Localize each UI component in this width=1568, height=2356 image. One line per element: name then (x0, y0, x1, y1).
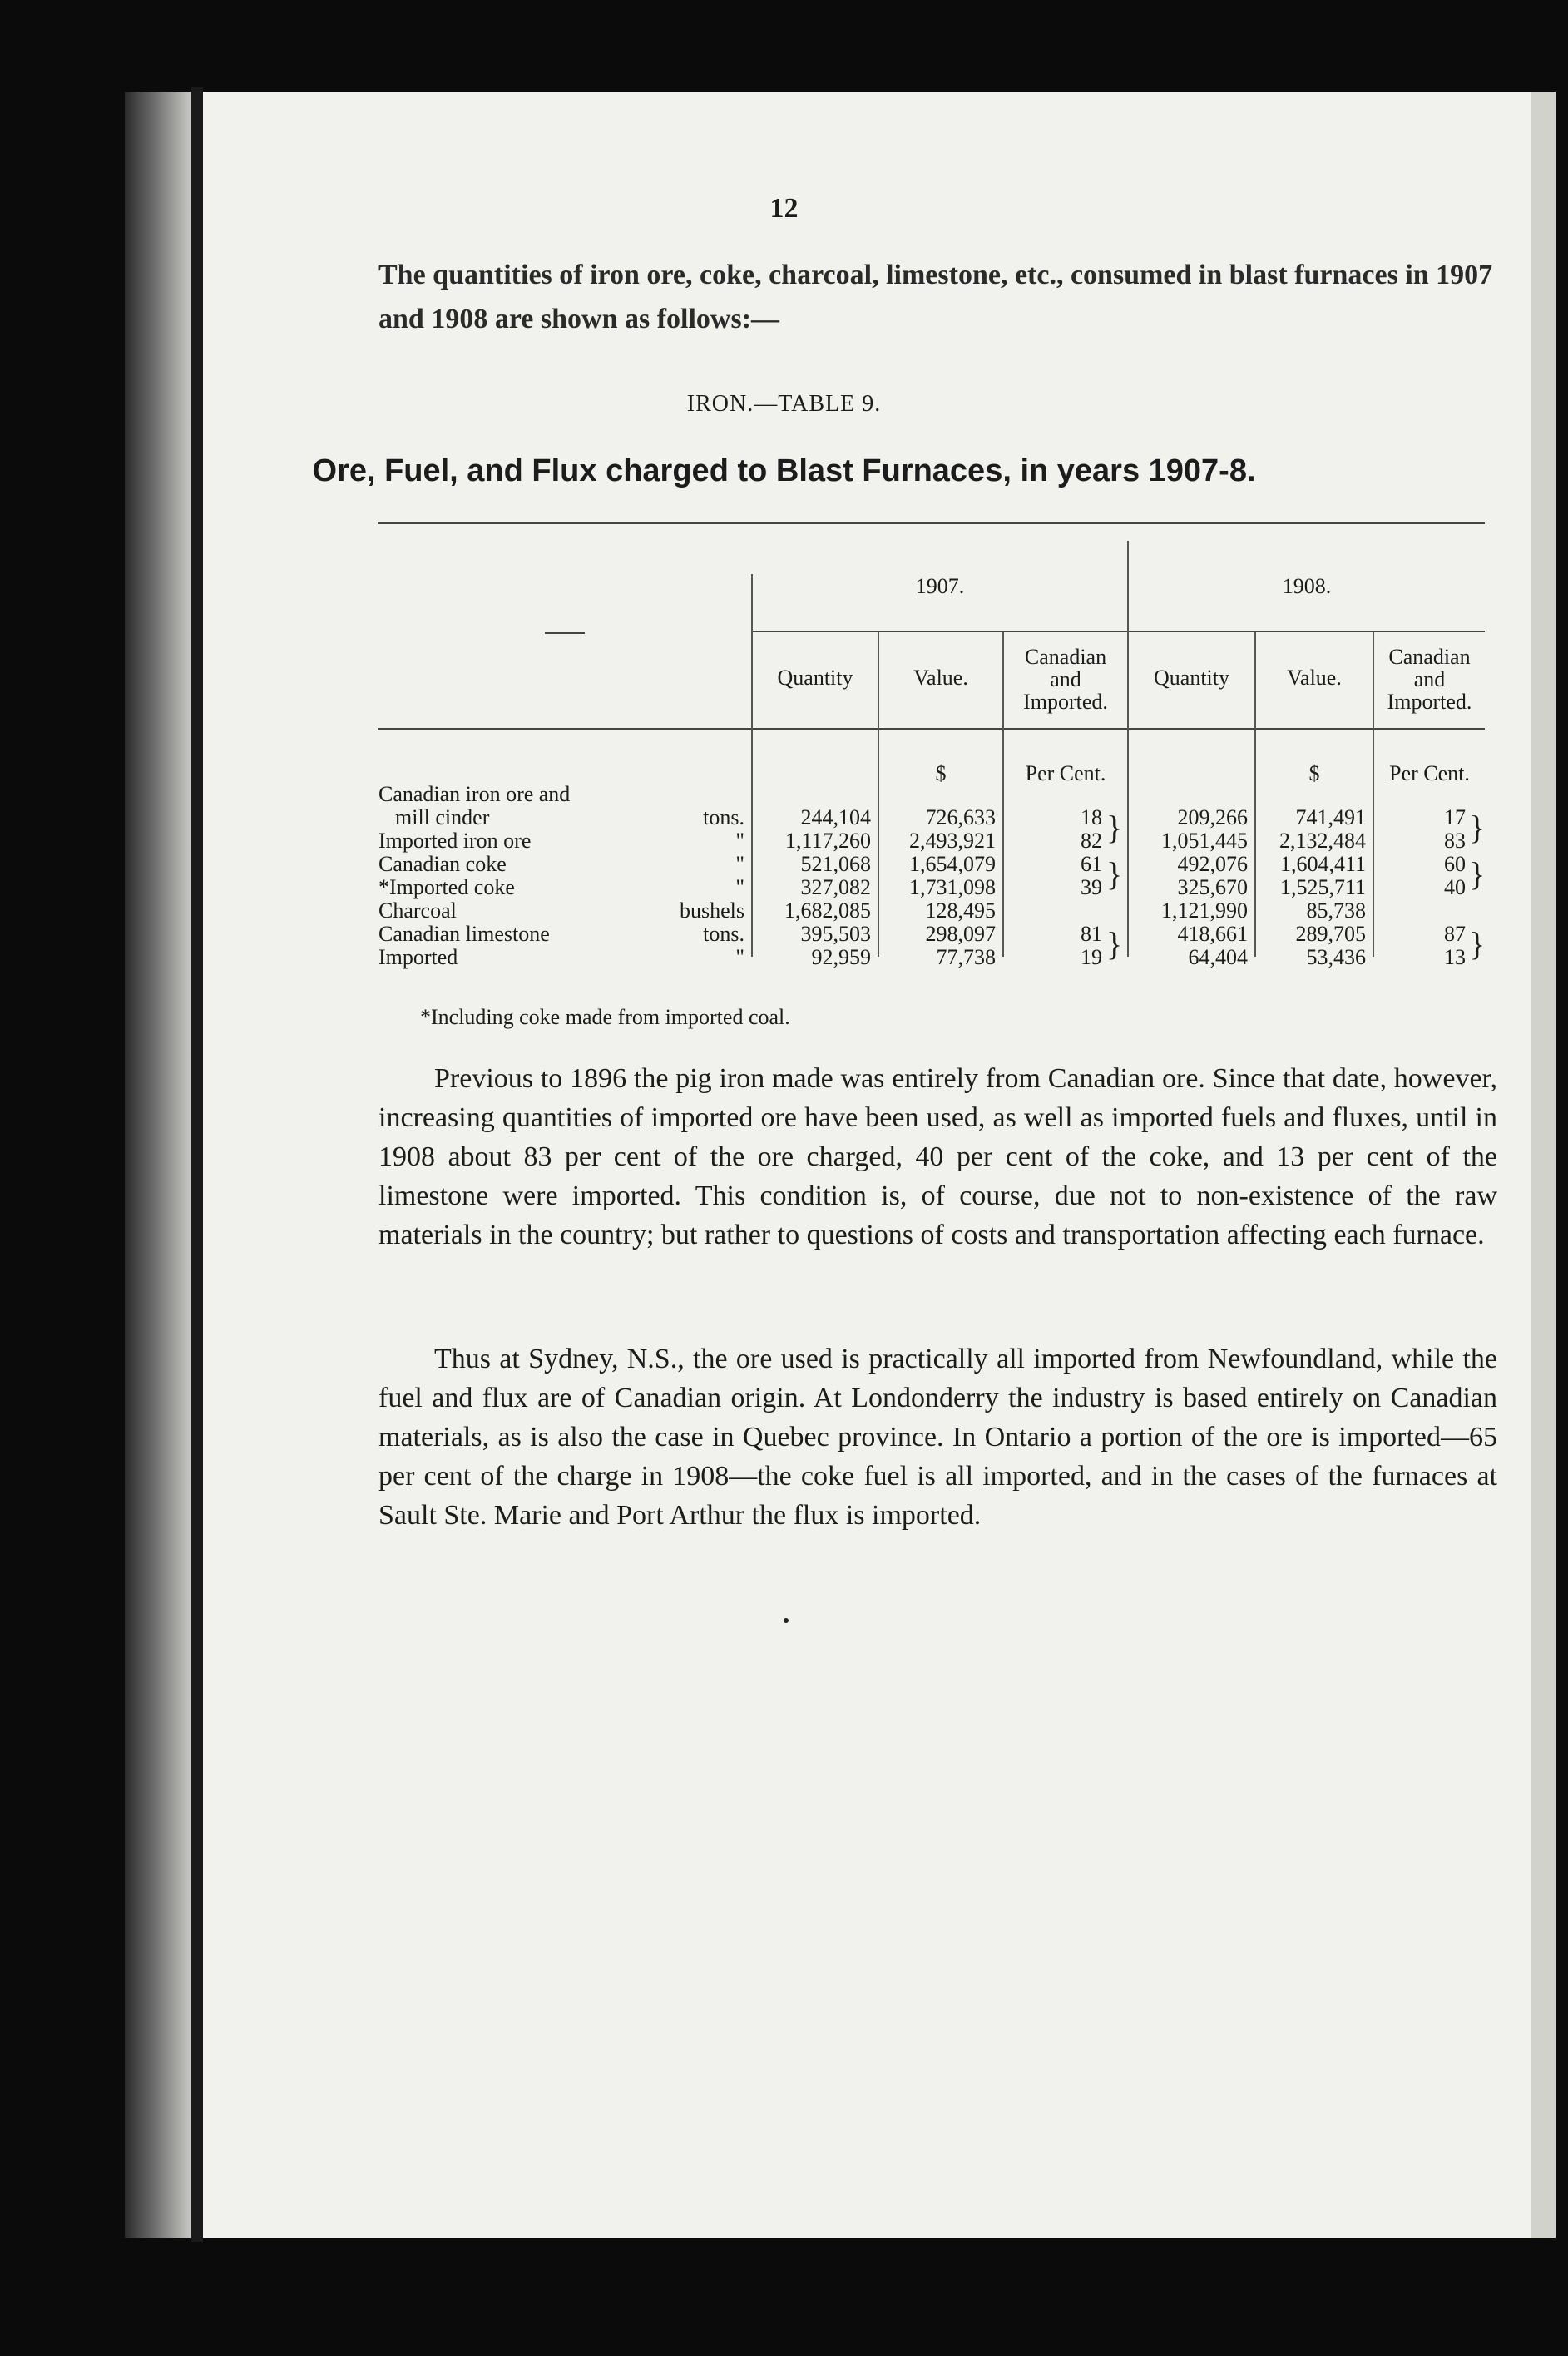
quantity-1907: 1,682,085 (784, 898, 871, 923)
row-label: Canadian iron ore and (378, 782, 571, 806)
row-unit: tons. (703, 922, 744, 946)
row-label: *Imported coke (378, 875, 515, 899)
page-number: 12 (769, 193, 799, 224)
paragraph-1: Previous to 1896 the pig iron made was entirely from Canadian ore. Since that date, however, increasing quantities of imported ore have been used, as well as imported fuels and fluxes, until in 1908 about 83 per cent of the ore charged, 40 per cent of the coke, and 13 per cent of the limestone were imported. This condition is, of course, due not to non-existence of the raw materials in the country; but rather to questions of costs and transportation affecting each furnace. (378, 1063, 1497, 1250)
row-unit: tons. (703, 805, 744, 829)
quantity-1907: 92,959 (811, 945, 871, 969)
bracket-glyph: } (1106, 925, 1123, 963)
quantity-1907: 1,117,260 (784, 829, 871, 853)
quantity-1908: 418,661 (1177, 922, 1248, 946)
quantity-1908: 1,121,990 (1161, 898, 1248, 923)
table-top-rule (378, 522, 1485, 524)
quantity-1908: 492,076 (1177, 852, 1248, 876)
intro-text: The quantities of iron ore, coke, charcoal, limestone, etc., consumed in blast furnaces in 1907 and 1908 are shown as follows:— (378, 260, 1493, 334)
quantity-1907: 521,068 (800, 852, 871, 876)
value-1907: 1,731,098 (909, 875, 996, 899)
ink-dot (784, 1618, 789, 1623)
value-1908: 1,604,411 (1279, 852, 1366, 876)
row-label: Imported (378, 945, 458, 969)
percent-1908: 17 (1444, 805, 1466, 829)
value-1908: 1,525,711 (1279, 875, 1366, 899)
quantity-1907: 244,104 (800, 805, 871, 829)
value-1908: 289,705 (1295, 922, 1366, 946)
row-label: Charcoal (378, 898, 457, 923)
quantity-1908: 1,051,445 (1161, 829, 1248, 853)
row-unit: bushels (680, 898, 744, 923)
quantity-1907: 395,503 (800, 922, 871, 946)
percent-1908: 83 (1444, 829, 1466, 853)
value-1907: 77,738 (936, 945, 996, 969)
table-label: IRON.—TABLE 9. (686, 391, 882, 417)
quantity-1908: 325,670 (1177, 875, 1248, 899)
percent-1908: 87 (1444, 922, 1466, 946)
quantity-header-1907: Quantity (777, 666, 853, 690)
percent-1908: 60 (1444, 852, 1466, 876)
value-header-1907: Value. (913, 666, 968, 690)
quantity-header-1908: Quantity (1154, 666, 1229, 690)
value-header-1908: Value. (1287, 666, 1342, 690)
header-rule (378, 728, 1485, 730)
value-1908: 53,436 (1306, 945, 1366, 969)
quantity-1907: 327,082 (800, 875, 871, 899)
row-unit: " (735, 945, 744, 969)
row-unit: " (735, 875, 744, 899)
percent-unit-1908: Per Cent. (1389, 761, 1470, 785)
quantity-1908: 209,266 (1177, 805, 1248, 829)
value-1907: 128,495 (925, 898, 996, 923)
dollar-unit-1907: $ (935, 761, 947, 785)
value-1908: 85,738 (1306, 898, 1366, 923)
value-1907: 298,097 (925, 922, 996, 946)
bracket-glyph: } (1106, 855, 1123, 893)
stub-rule (545, 632, 585, 634)
bracket-glyph: } (1469, 925, 1486, 963)
row-unit: " (735, 852, 744, 876)
percent-1907: 82 (1081, 829, 1102, 853)
dollar-unit-1908: $ (1308, 761, 1320, 785)
value-1907: 2,493,921 (909, 829, 996, 853)
value-1907: 1,654,079 (909, 852, 996, 876)
bracket-glyph: } (1469, 809, 1486, 846)
value-1907: 726,633 (925, 805, 996, 829)
footnote: *Including coke made from imported coal. (420, 1005, 790, 1029)
percent-1907: 18 (1081, 805, 1102, 829)
row-label-cont: mill cinder (395, 805, 490, 829)
quantity-1908: 64,404 (1188, 945, 1248, 969)
row-label: Imported iron ore (378, 829, 532, 853)
bracket-glyph: } (1469, 855, 1486, 893)
row-unit: " (735, 829, 744, 853)
percent-1907: 19 (1081, 945, 1102, 969)
percent-unit-1907: Per Cent. (1025, 761, 1106, 785)
percent-1908: 40 (1444, 875, 1466, 899)
year-rule (753, 631, 1485, 632)
value-1908: 741,491 (1295, 805, 1366, 829)
percent-1907: 61 (1081, 852, 1102, 876)
year-1908-header: 1908. (1282, 574, 1332, 598)
bracket-glyph: } (1106, 809, 1123, 846)
value-1908: 2,132,484 (1279, 829, 1366, 853)
percent-1908: 13 (1444, 945, 1466, 969)
row-label: Canadian coke (378, 852, 507, 876)
year-1907-header: 1907. (915, 574, 965, 598)
percent-1907: 39 (1081, 875, 1102, 899)
percent-1907: 81 (1081, 922, 1102, 946)
table-title: Ore, Fuel, and Flux charged to Blast Furnaces, in years 1907-8. (312, 453, 1256, 488)
paragraph-2: Thus at Sydney, N.S., the ore used is practically all imported from Newfoundland, while the fuel and flux are of Canadian origin. At Londonderry the industry is based entirely on Canadian materials, as is also the case in Quebec province. In Ontario a portion of the ore is imported—65 per cent of the charge in 1908—the coke fuel is all imported, and in the cases of the furnaces at Sault Ste. Marie and Port Arthur the flux is imported. (378, 1344, 1497, 1531)
row-label: Canadian limestone (378, 922, 550, 946)
